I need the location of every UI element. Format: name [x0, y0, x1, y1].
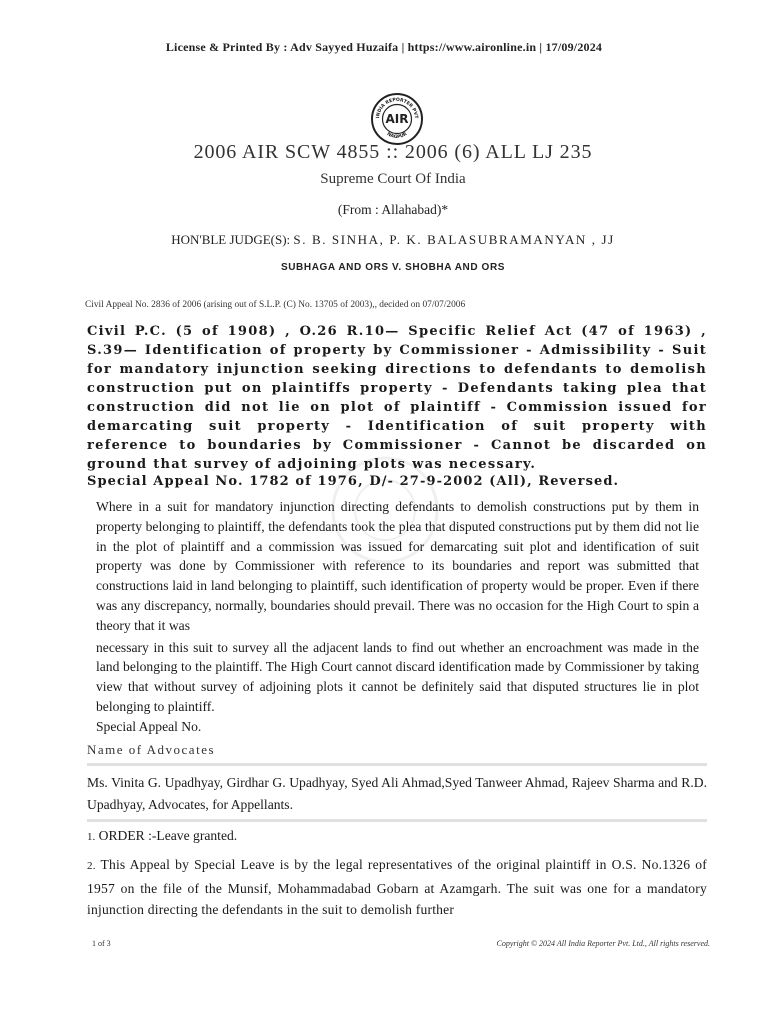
advocates-label: Name of Advocates [87, 742, 216, 757]
from-court: (From : Allahabad)* [337, 202, 449, 217]
headnote: Civil P.C. (5 of 1908) , O.26 R.10— Specific Relief Act (47 of 1963) , S.39— Identification of property by Commissioner - Admissibility - Suit for mandatory injunction seeking directions to defendants to demolish construction put on plaintiffs property - Defendants taking plea that construction did not lie on plot of plaintiff - Commission issued for demarcating suit property - Identification of suit property with reference to boundaries by Commissioner - Cannot be discarded on ground that survey of adjoining plots was necessary. [87, 324, 707, 472]
license-line: License & Printed By : Adv Sayyed Huzaifa | https://www.aironline.in | 17/09/2024 [165, 40, 603, 54]
summary-paragraph-1: Where in a suit for mandatory injunction directing defendants to demolish constructions put by them in property belonging to plaintiff, the defendants took the plea that disputed constructions put by them did not lie in the plot of plaintiff and a commission was issued for demarcating suit plot and identification of suit property was done by Commissioner with reference to its boundaries and report was submitted that constructions laid in land belonging to plaintiff, such identification of property would be proper. Even if there was any discrepancy, normally, boundaries should prevail. There was no occasion for the High Court to spin a theory that it was [96, 499, 699, 633]
air-logo-icon [370, 92, 424, 146]
headnote-summary [96, 497, 699, 737]
summary-paragraph-2: necessary in this suit to survey all the adjacent lands to find out whether an encroachment was made in the land belonging to the plaintiff. The High Court cannot discard identification made by Commissioner by taking view that without survey of adjoining plots it cannot be definitely said that disputed structures lie in plot belonging to plaintiff. [96, 639, 699, 714]
paragraph-text: This Appeal by Special Leave is by the legal representatives of the original plaintiff in O.S. No.1326 of 1957 on the file of the Munsif, Mohammadabad Gobarn at Azamgarh. The suit was one for a mandatory injunction directing the defendants in the suit to demolish further [87, 857, 707, 917]
judges-label: HON'BLE JUDGE(S): [171, 232, 291, 247]
judges-line [0, 232, 768, 248]
case-citation: 2006 AIR SCW 4855 :: 2006 (6) ALL LJ 235 [193, 141, 593, 163]
appeal-reference: Special Appeal No. 1782 of 1976, D/- 27-9-2002 (All), Reversed. [87, 474, 620, 489]
divider [87, 763, 707, 766]
logo-ring-text-bottom: NAGPUR [385, 131, 409, 141]
copyright-notice: Copyright © 2024 All India Reporter Pvt. Ltd., All rights reserved. [496, 939, 710, 948]
summary-tail: Special Appeal No. [96, 718, 202, 734]
logo-ring-text: INDIA REPORTER PVT [376, 97, 419, 119]
party-names: SUBHAGA AND ORS V. SHOBHA AND ORS [280, 262, 506, 273]
divider [87, 819, 707, 822]
judges-names: S. B. SINHA, P. K. BALASUBRAMANYAN , JJ [293, 232, 615, 247]
court-name: Supreme Court Of India [320, 171, 466, 187]
case-info: Civil Appeal No. 2836 of 2006 (arising out of S.L.P. (C) No. 13705 of 2003),, decided on 07/07/2006 [85, 300, 466, 310]
advocates-text: Ms. Vinita G. Upadhyay, Girdhar G. Upadhyay, Syed Ali Ahmad,Syed Tanweer Ahmad, Rajeev Sharma and R.D. Upadhyay, Advocates, for Appellants. [87, 775, 707, 812]
paragraph-number: 1. [87, 831, 96, 843]
order-paragraph-2 [87, 854, 707, 921]
paragraph-text: ORDER :-Leave granted. [98, 828, 238, 843]
logo-center-text: AIR [385, 112, 409, 126]
svg-text:NAGPUR [386, 131, 409, 140]
paragraph-number: 2. [87, 860, 96, 872]
order-paragraph-1 [87, 828, 707, 844]
page-number: 1 of 3 [92, 939, 111, 948]
